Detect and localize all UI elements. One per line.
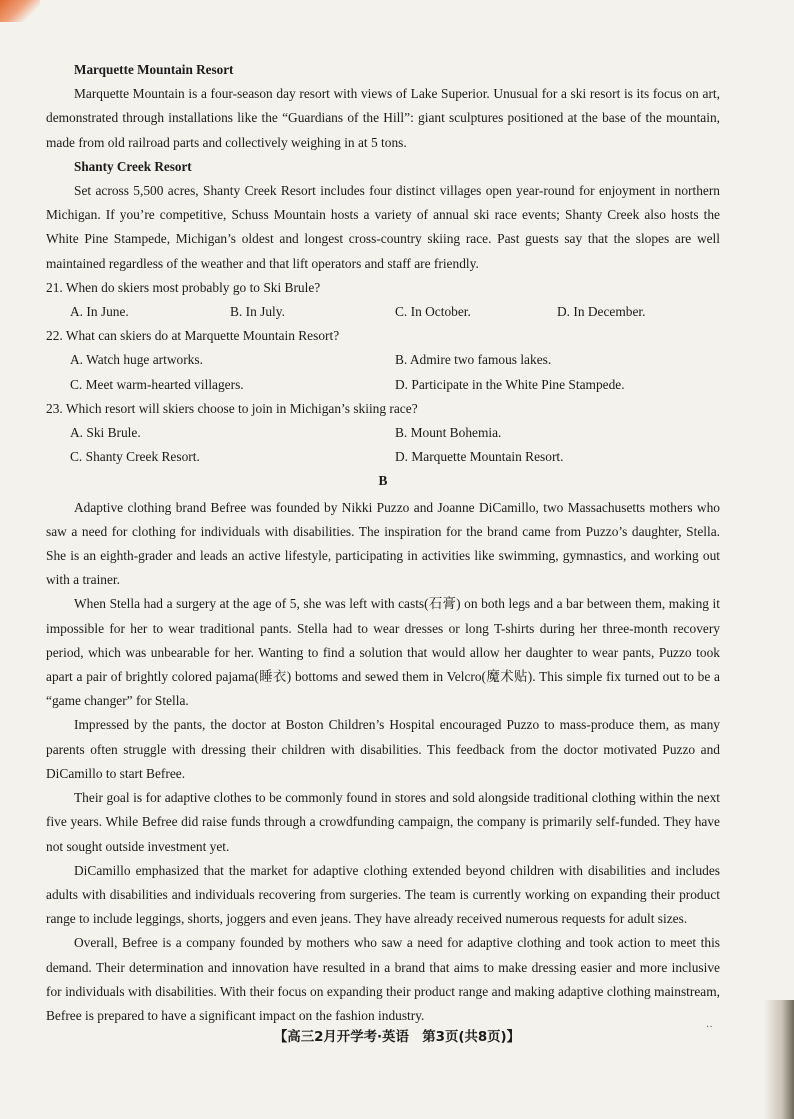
- option-d[interactable]: D. Participate in the White Pine Stampede.: [395, 376, 625, 392]
- question-stem: 21. When do skiers most probably go to Ski Brule?: [46, 279, 321, 295]
- page-footer: 【高三2月开学考·英语 第3页(共8页)】: [273, 1030, 521, 1045]
- option-a[interactable]: A. Ski Brule.: [70, 425, 141, 441]
- question-options: [46, 421, 720, 469]
- option-b[interactable]: B. Mount Bohemia.: [395, 425, 502, 441]
- option-d[interactable]: D. In December.: [557, 304, 646, 320]
- question-options: [46, 300, 720, 324]
- option-b[interactable]: B. In July.: [230, 304, 285, 320]
- passage-paragraph: Adaptive clothing brand Befree was founded by Nikki Puzzo and Joanne DiCamillo, two Massachusetts mothers who saw a need for clothing for individuals with disabilities. The inspiration for the brand came from Puzzo’s daughter, Stella. She is an eighth-grader and leads an active lifestyle, participating in activities like swimming, gymnastics, and working out with a trainer.: [46, 499, 720, 588]
- option-b[interactable]: B. Admire two famous lakes.: [395, 352, 552, 368]
- section-b-label: B: [378, 473, 388, 489]
- question-stem: 23. Which resort will skiers choose to join in Michigan’s skiing race?: [46, 400, 418, 416]
- question-23: [46, 397, 720, 470]
- question-22: [46, 324, 720, 397]
- option-d[interactable]: D. Marquette Mountain Resort.: [395, 449, 564, 465]
- question-options: [46, 348, 720, 396]
- page-edge-shadow: [764, 1000, 794, 1119]
- passage-paragraph: When Stella had a surgery at the age of 5, she was left with casts(石膏) on both legs and a bar between them, making it impossible for her to wear traditional pants. Stella had to wear dresses or long T-shirts during her three-month recovery period, which was unbearable for her. Wanting to find a solution that would allow her daughter to wear pants, Puzzo took apart a pair of brightly colored pajama(睡衣) bottoms and sewed them in Velcro(魔术贴). This simple fix turned out to be a “game changer” for Stella.: [46, 596, 720, 709]
- question-stem: 22. What can skiers do at Marquette Mountain Resort?: [46, 328, 340, 344]
- option-c[interactable]: C. Meet warm-hearted villagers.: [70, 376, 244, 392]
- option-a[interactable]: A. In June.: [70, 304, 129, 320]
- shanty-heading: Shanty Creek Resort: [74, 158, 192, 174]
- shanty-paragraph: Set across 5,500 acres, Shanty Creek Resort includes four distinct villages open year-round for enjoyment in northern Michigan. If you’re competitive, Schuss Mountain hosts a variety of annual ski race events; Shanty Creek also hosts the White Pine Stampede, Michigan’s oldest and longest cross-country skiing race. Past guests say that the slopes are well maintained regardless of the weather and that lift operators and staff are friendly.: [46, 183, 720, 271]
- option-c[interactable]: C. Shanty Creek Resort.: [70, 449, 200, 465]
- passage-paragraph: Overall, Befree is a company founded by mothers who saw a need for adaptive clothing and took action to meet this demand. Their determination and innovation have resulted in a brand that aims to make dressing easier and more inclusive for individuals with disabilities. With their focus on expanding their product range and making adaptive clothing mainstream, Befree is prepared to have a significant impact on the fashion industry.: [46, 935, 720, 1023]
- marquette-paragraph: Marquette Mountain is a four-season day resort with views of Lake Superior. Unusual for a ski resort is its focus on art, demonstrated through installations like the “Guardians of the Hill”: giant sculptures positioned at the base of the mountain, made from old railroad parts and collectively weighing in at 5 tons.: [46, 86, 720, 150]
- option-c[interactable]: C. In October.: [395, 304, 471, 320]
- passage-paragraph: Their goal is for adaptive clothes to be commonly found in stores and sold alongside traditional clothing within the next five years. While Befree did raise funds through a crowdfunding campaign, the company is primarily self-funded. They have not sought outside investment yet.: [46, 790, 720, 854]
- corner-mark: [0, 0, 40, 22]
- passage-paragraph: Impressed by the pants, the doctor at Boston Children’s Hospital encouraged Puzzo to mass-produce them, as many parents often struggle with dressing their children with disabilities. This feedback from the doctor motivated Puzzo and DiCamillo to start Befree.: [46, 717, 720, 781]
- stray-mark: ··: [706, 1022, 713, 1033]
- option-a[interactable]: A. Watch huge artworks.: [70, 352, 203, 368]
- marquette-heading: Marquette Mountain Resort: [74, 62, 234, 77]
- page-content: [46, 58, 720, 1028]
- passage-b: [46, 496, 720, 1028]
- question-21: [46, 276, 720, 324]
- passage-paragraph: DiCamillo emphasized that the market for adaptive clothing extended beyond children with disabilities and includes adults with disabilities and individuals recovering from surgeries. The team is currently working on expanding their product range to include leggings, shorts, joggers and even jeans. They have already received numerous requests for adult sizes.: [46, 862, 720, 927]
